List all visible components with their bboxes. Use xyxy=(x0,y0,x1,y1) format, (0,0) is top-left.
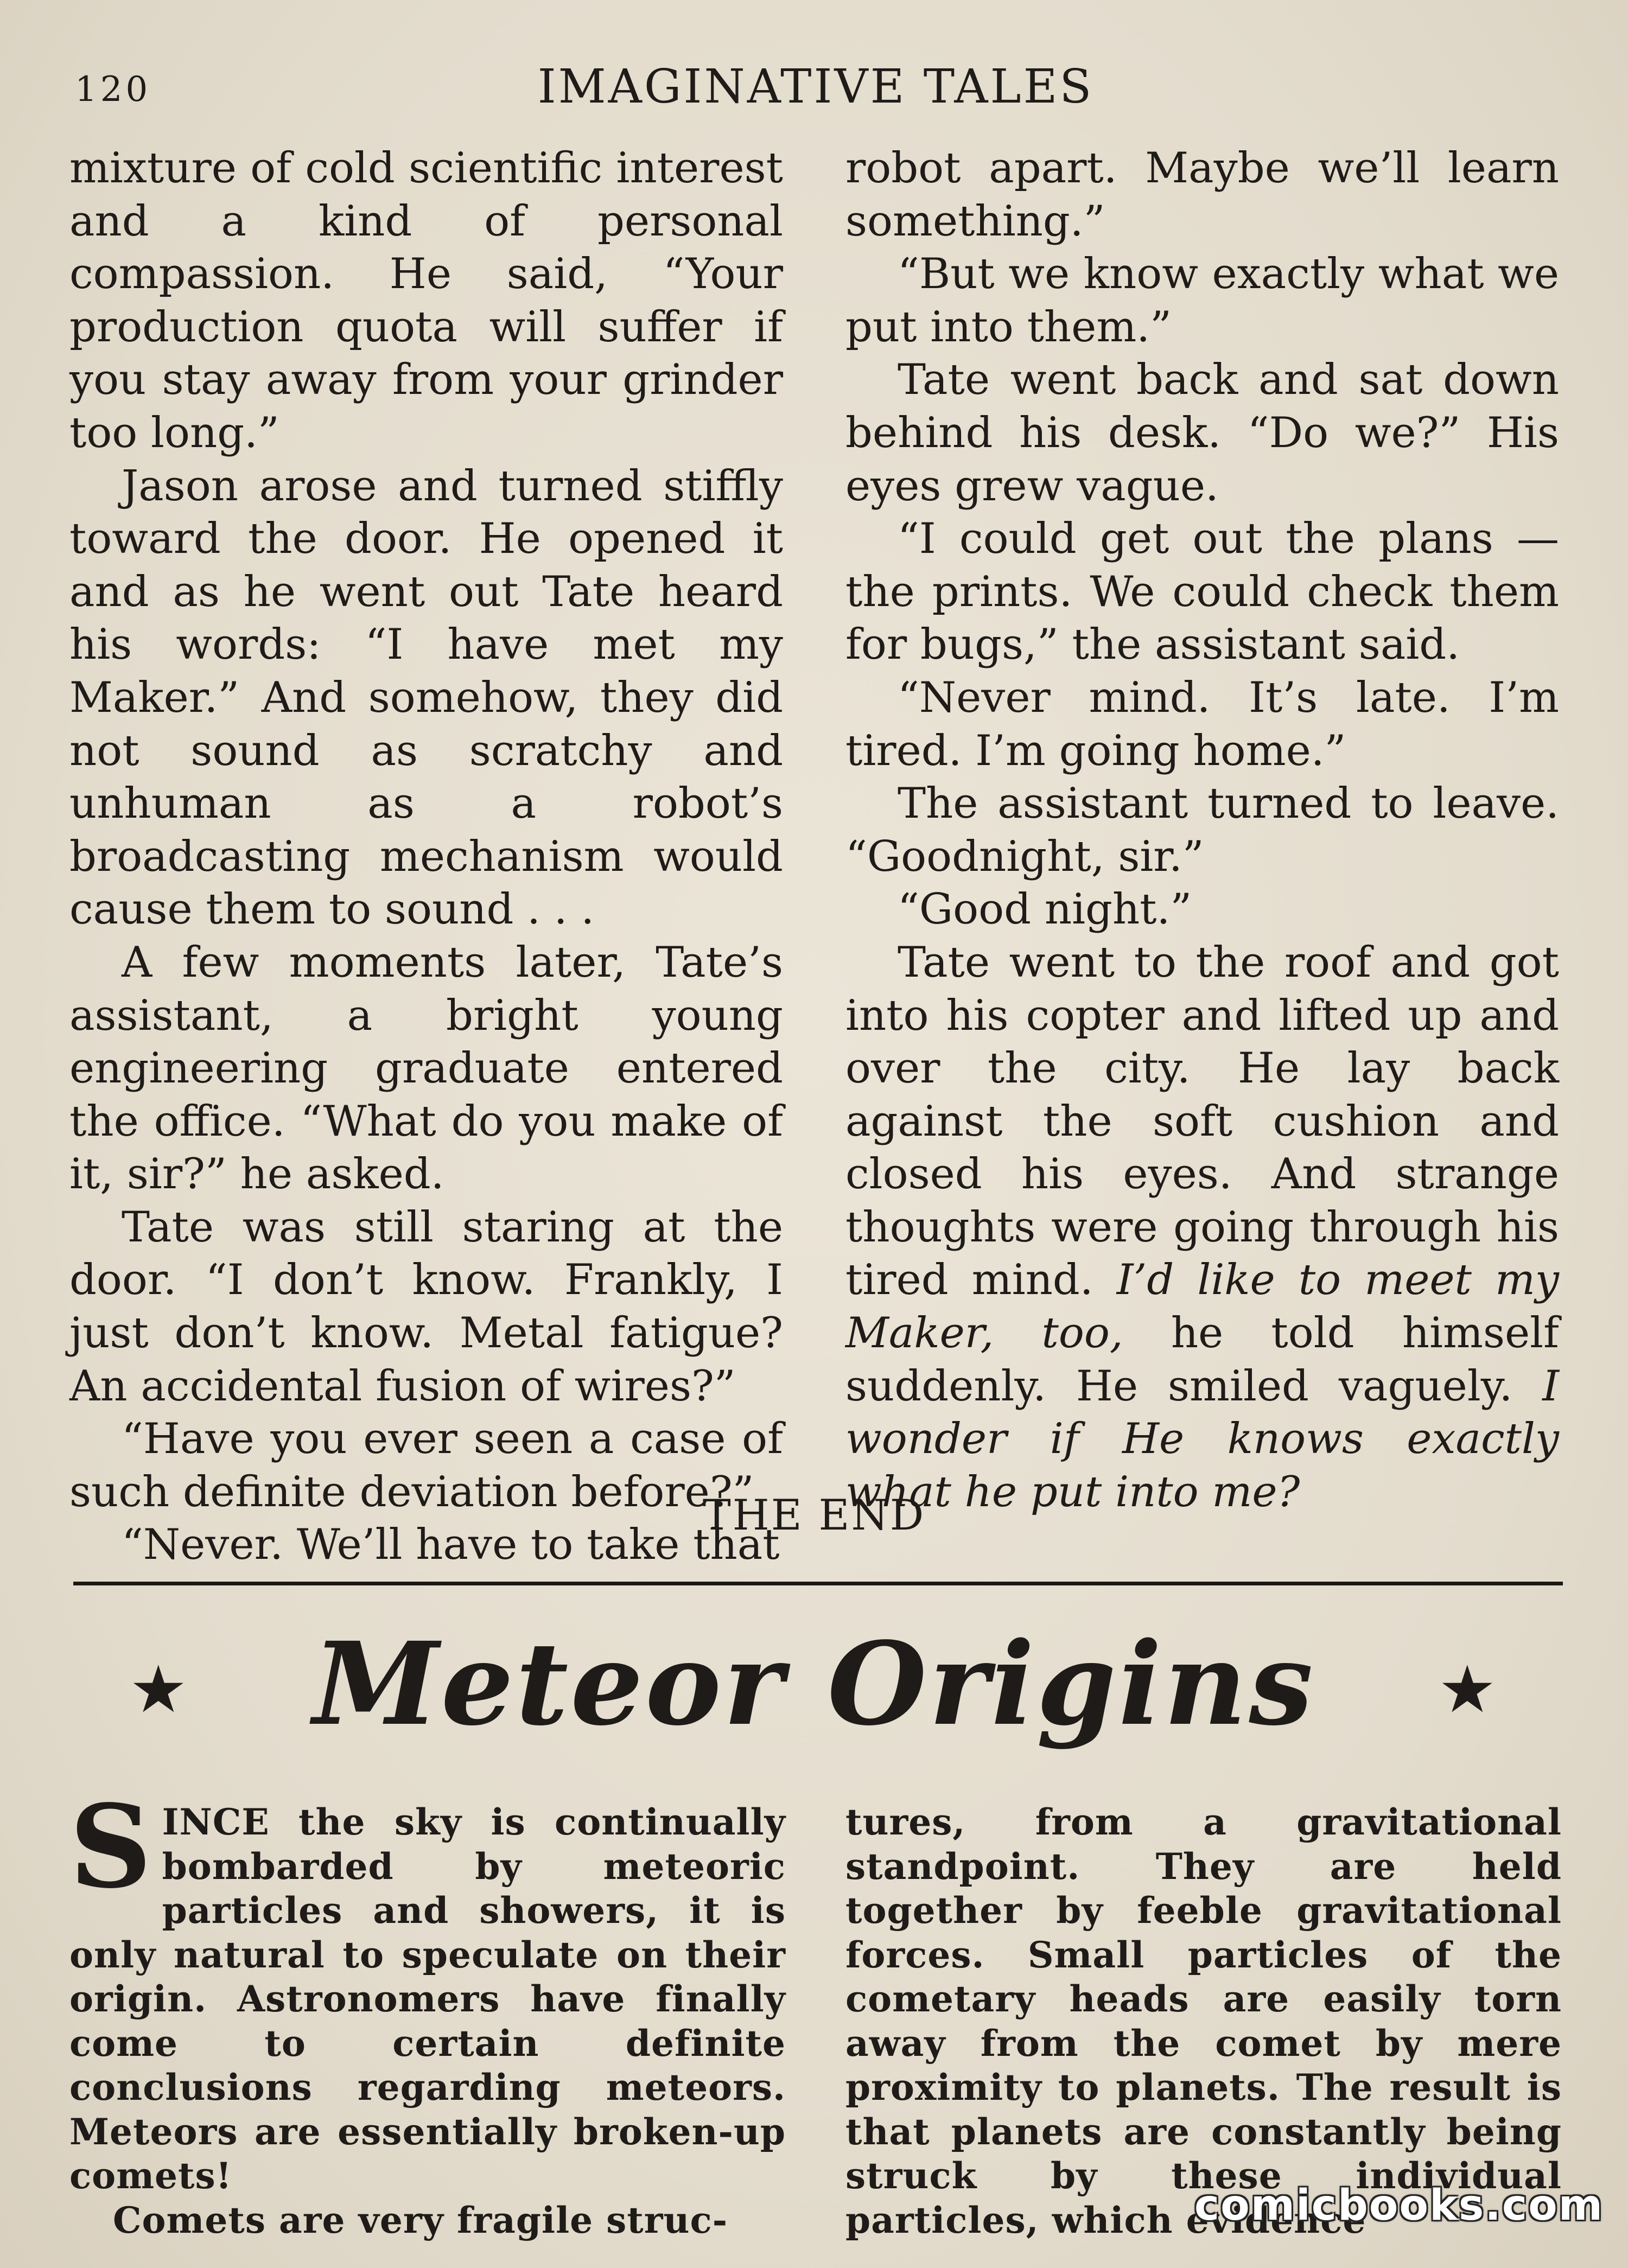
final-text-italic: I’d like to meet my Maker, too, xyxy=(845,1256,1559,1358)
magazine-title: IMAGINATIVE TALES xyxy=(537,60,1094,114)
story-paragraph: Jason arose and turned stiffly toward the door. He opened it and as he went out Tate heard his words: “I have met my Maker.” And somehow, they did not sound as scratchy and unhuman as a robot’s broadcasting mechanism would cause them to sound . . . xyxy=(69,461,783,934)
story-final-paragraph xyxy=(845,936,1559,1519)
story-paragraph: “I could get out the plans —the prints. We could check them for bugs,” the assistant said. xyxy=(845,514,1559,670)
final-text-plain: he told himself suddenly. He smiled vaguely. xyxy=(845,1309,1559,1411)
article-heading xyxy=(0,1606,1628,1769)
article-paragraph xyxy=(69,1780,786,2199)
star-icon: ★ xyxy=(129,1652,188,1728)
article-paragraph: Comets are very fragile struc- xyxy=(113,2199,728,2241)
article-paragraph: tures, from a gravitational standpoint. They are held together by feeble gravitational forces. Small particles of the cometary heads are easily torn away from the comet by mere proximity to planets. The result is that planets are constantly being struck by these individual particles, which evidence xyxy=(845,1801,1562,2241)
story-paragraph: A few moments later, Tate’s assistant, a bright young engineering graduate entered the office. “What do you make of it, sir?” he asked. xyxy=(69,938,783,1199)
story-paragraph: Tate went back and sat down behind his desk. “Do we?” His eyes grew vague. xyxy=(845,355,1559,511)
star-icon: ★ xyxy=(1438,1652,1497,1728)
story-paragraph: mixture of cold scientific interest and a kind of personal compassion. He said, “Your production quota will suffer if you stay away from your grinder too long.” xyxy=(69,144,783,457)
site-watermark: comicbooks.com xyxy=(1194,2181,1604,2230)
article-left-column xyxy=(69,1780,786,2242)
drop-cap: S xyxy=(69,1780,152,1914)
story-paragraph: “Have you ever seen a case of such definite deviation before?” xyxy=(69,1415,783,1517)
story-paragraph: “Never. We’ll have to take that xyxy=(122,1520,780,1570)
the-end-mark: THE END xyxy=(702,1491,926,1540)
final-text-italic: I wonder if He knows exactly what he put into me? xyxy=(845,1361,1559,1517)
article-text: INCE the sky is continually bombarded by meteoric particles and showers, it is only natural to speculate on their origin. Astronomers have finally come to certain definite conclusions regarding meteors. Meteors are essentially broken-up comets! xyxy=(69,1801,786,2197)
story-paragraph: robot apart. Maybe we’ll learn something.” xyxy=(845,144,1559,246)
article-right-column xyxy=(845,1800,1562,2242)
story-paragraph: “But we know exactly what we put into them.” xyxy=(845,250,1559,352)
story-right-column xyxy=(845,142,1559,1519)
running-head xyxy=(69,60,1562,114)
story-paragraph: Tate was still staring at the door. “I don’t know. Frankly, I just don’t know. Metal fatigue? An accidental fusion of wires?” xyxy=(69,1202,783,1411)
story-paragraph: “Good night.” xyxy=(898,885,1192,934)
page-number: 120 xyxy=(75,69,151,110)
article-title: Meteor Origins xyxy=(313,1617,1315,1751)
story-paragraph: “Never mind. It’s late. I’m tired. I’m going home.” xyxy=(845,673,1559,775)
final-text-plain: Tate went to the roof and got into his copter and lifted up and over the city. He lay back against the soft cushion and closed his eyes. And strange thoughts were going through his tired mind. xyxy=(845,938,1559,1305)
section-divider xyxy=(73,1582,1563,1585)
story-left-column xyxy=(69,142,783,1572)
story-paragraph: The assistant turned to leave. “Goodnight, sir.” xyxy=(845,779,1559,881)
